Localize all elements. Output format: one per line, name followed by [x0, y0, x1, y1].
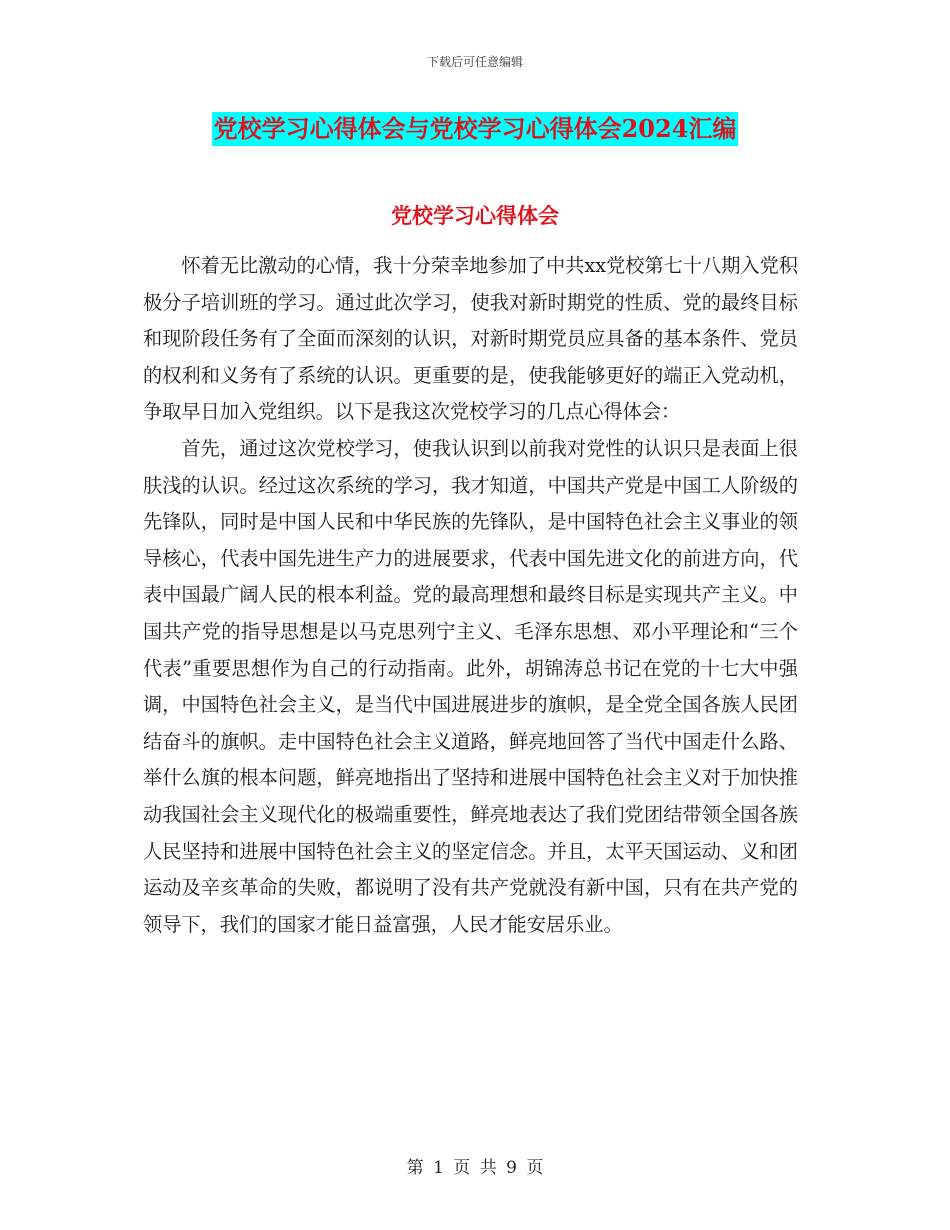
- page-header-note: 下载后可任意编辑: [426, 55, 523, 69]
- page-number: 第 1 页 共 9 页: [406, 1158, 544, 1178]
- paragraph: 首先，通过这次党校学习，使我认识到以前我对党性的认识只是表面上很肤浅的认识。经过这次系统的学习，我才知道，中国共产党是中国工人阶级的先锋队，同时是中国人民和中华民族的先锋队，是中国特色社会主义事业的领导核心，代表中国先进生产力的进展要求，代表中国先进文化的前进方向，代表中国最广阔人民的根本利益。党的最高理想和最终目标是实现共产主义。中国共产党的指导思想是以马克思列宁主义、毛泽东思想、邓小平理论和“三个代表”重要思想作为自己的行动指南。此外，胡锦涛总书记在党的十七大中强调，中国特色社会主义，是当代中国进展进步的旗帜，是全党全国各族人民团结奋斗的旗帜。走中国特色社会主义道路，鲜亮地回答了当代中国走什么路、举什么旗的根本问题，鲜亮地指出了坚持和进展中国特色社会主义对于加快推动我国社会主义现代化的极端重要性，鲜亮地表达了我们党团结带领全国各族人民坚持和进展中国特色社会主义的坚定信念。并且，太平天国运动、义和团运动及辛亥革命的失败，都说明了没有共产党就没有新中国，只有在共产党的领导下，我们的国家才能日益富强，人民才能安居乐业。: [143, 436, 798, 936]
- document-main-title: 党校学习心得体会与党校学习心得体会2024汇编: [212, 112, 739, 146]
- main-title-container: [0, 112, 950, 146]
- section-title: 党校学习心得体会: [391, 203, 559, 228]
- paragraph: 怀着无比激动的心情，我十分荣幸地参加了中共xx党校第七十八期入党积极分子培训班的学习。通过此次学习，使我对新时期党的性质、党的最终目标和现阶段任务有了全面而深刻的认识，对新时期党员应具备的基本条件、党员的权利和义务有了系统的认识。更重要的是，使我能够更好的端正入党动机，争取早日加入党组织。以下是我这次党校学习的几点心得体会：: [143, 254, 798, 424]
- document-body: [143, 248, 798, 943]
